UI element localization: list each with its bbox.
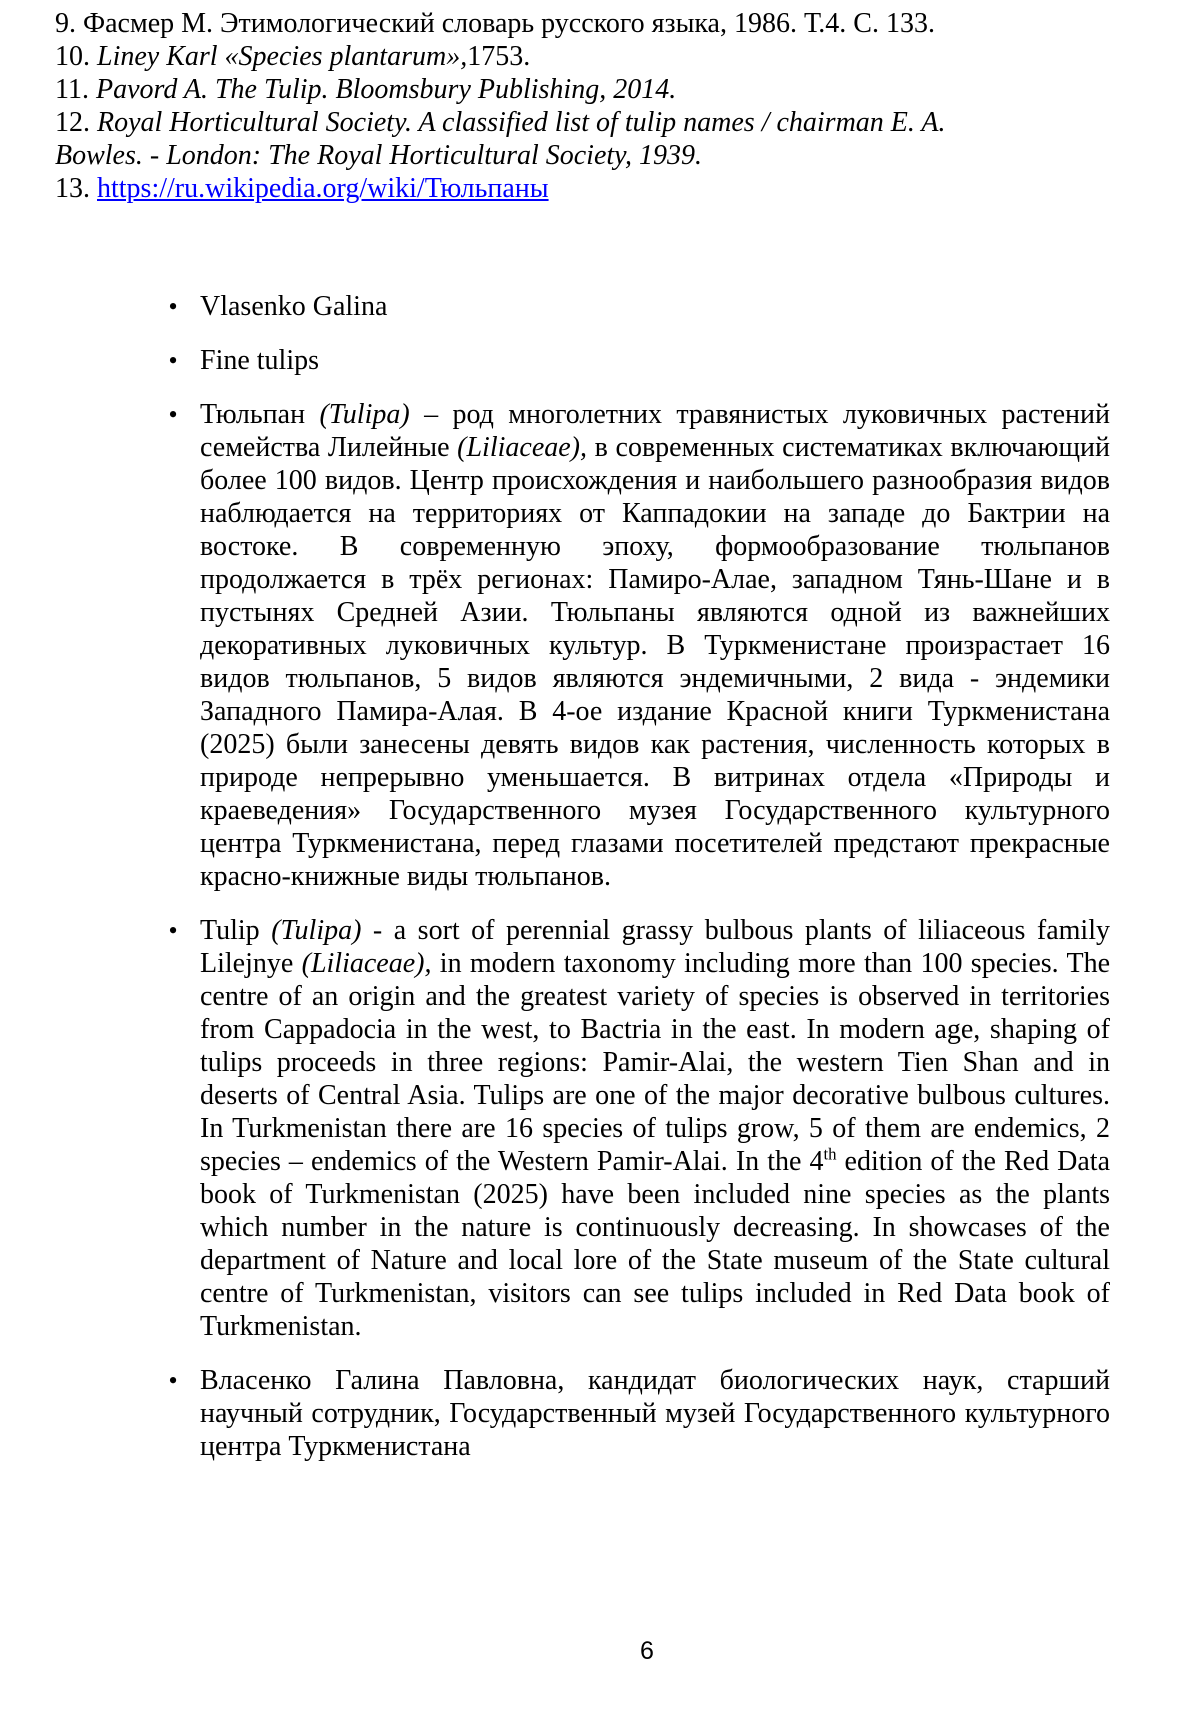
reference-item [55, 7, 1121, 40]
reference-item [55, 40, 1121, 73]
bullet-icon: • [168, 346, 178, 375]
bullet-item [168, 1364, 1110, 1463]
text-run: (Liliaceae), [457, 432, 587, 463]
reference-item [55, 73, 1121, 106]
text-run: - a sort of perennial grassy bulbous plants of liliaceous family Lilejnye [200, 915, 1110, 979]
text-run: 13. [55, 173, 97, 204]
text-run: in modern taxonomy including more than 100 species. The centre of an origin and the greatest variety of species is observed in territories from Cappadocia in the west, to Bactria in the east. In modern age, shaping of tulips proceeds in three regions: Pamir-Alai, the western Tien Shan and in deserts of Central Asia. Tulips are one of the major decorative bulbous cultures. In Turkmenistan there are 16 species of tulips grow, 5 of them are endemics, 2 species – endemics of the Western Pamir-Alai. In the 4 [200, 948, 1111, 1177]
bullet-list [0, 290, 1181, 1484]
text-run: (Tulipa) [271, 915, 362, 946]
bullet-icon: • [168, 400, 178, 429]
text-run: Royal Horticultural Society. A classified list of tulip names / chairman E. A. [97, 107, 946, 138]
text-run: Liney Karl «Species plantarum», [97, 41, 468, 72]
page-number: 6 [640, 1637, 654, 1665]
text-run: Тюльпан [200, 399, 320, 430]
bullet-item [168, 398, 1110, 893]
text-run: Fine tulips [200, 345, 320, 376]
bullet-icon: • [168, 292, 178, 321]
text-run: Tulip [200, 915, 272, 946]
bullet-icon: • [168, 916, 178, 945]
text-run: – род многолетних травянистых луковичных растений семейства Лилейные [200, 399, 1110, 463]
text-run: (Liliaceae), [301, 948, 432, 979]
reference-list [55, 7, 1121, 205]
text-run: 10. [55, 41, 97, 72]
text-run: edition of the Red Data book of Turkmenistan (2025) have been included nine species as the plants which number in the nature is continuously decreasing. In showcases of the department of Nature and local lore of the State museum of the State cultural centre of Turkmenistan, visitors can see tulips included in Red Data book of Turkmenistan. [200, 1146, 1110, 1342]
bullet-icon: • [168, 1366, 178, 1395]
text-run: Bowles. - London: The Royal Horticultural Society, 1939. [55, 140, 703, 171]
text-run: 12. [55, 107, 97, 138]
text-run: 11. [55, 74, 96, 105]
text-run: Власенко Галина Павловна, кандидат биологических наук, старший научный сотрудник, Государственный музей Государственного культурного центра Туркменистана [200, 1365, 1110, 1462]
bullet-text [200, 1364, 1110, 1463]
text-run: (Tulipa) [319, 399, 410, 430]
bullet-item [168, 344, 1110, 377]
hyperlink[interactable]: https://ru.wikipedia.org/wiki/Тюльпаны [97, 173, 549, 204]
bullet-item [168, 290, 1110, 323]
text-run: 1753. [467, 41, 531, 72]
text-run: Vlasenko Galina [200, 291, 388, 322]
bullet-text [200, 914, 1110, 1343]
bullet-text [200, 398, 1110, 893]
text-run: th [823, 1144, 837, 1164]
bullet-item [168, 914, 1111, 1343]
text-run: в современных систематиках включающий более 100 видов. Центр происхождения и наибольшего разнообразия видов наблюдается на территориях от Каппадокии на западе до Бактрии на востоке. В современную эпоху, формообразование тюльпанов продолжается в трёх регионах: Памиро-Алае, западном Тянь-Шане и в пустынях Средней Азии. Тюльпаны являются одной из важнейших декоративных луковичных культур. В Туркменистане произрастает 16 видов тюльпанов, 5 видов являются эндемичными, 2 вида - эндемики Западного Памира-Алая. В 4-ое издание Красной книги Туркменистана (2025) были занесены девять видов как растения, численность которых в природе непрерывно уменьшается. В витринах отдела «Природы и краеведения» Государственного музея Государственного культурного центра Туркменистана, перед глазами посетителей предстают прекрасные красно-книжные виды тюльпанов. [200, 432, 1110, 892]
reference-item [55, 106, 1121, 139]
text-run: Pavord A. The Tulip. Bloomsbury Publishing, 2014. [95, 74, 677, 105]
text-run: 9. Фасмер М. Этимологический словарь русского языка, 1986. Т.4. С. 133. [55, 8, 935, 39]
reference-item [55, 139, 1121, 172]
reference-item [55, 172, 1121, 205]
bullet-text [200, 290, 1110, 323]
bullet-text [200, 344, 1110, 377]
